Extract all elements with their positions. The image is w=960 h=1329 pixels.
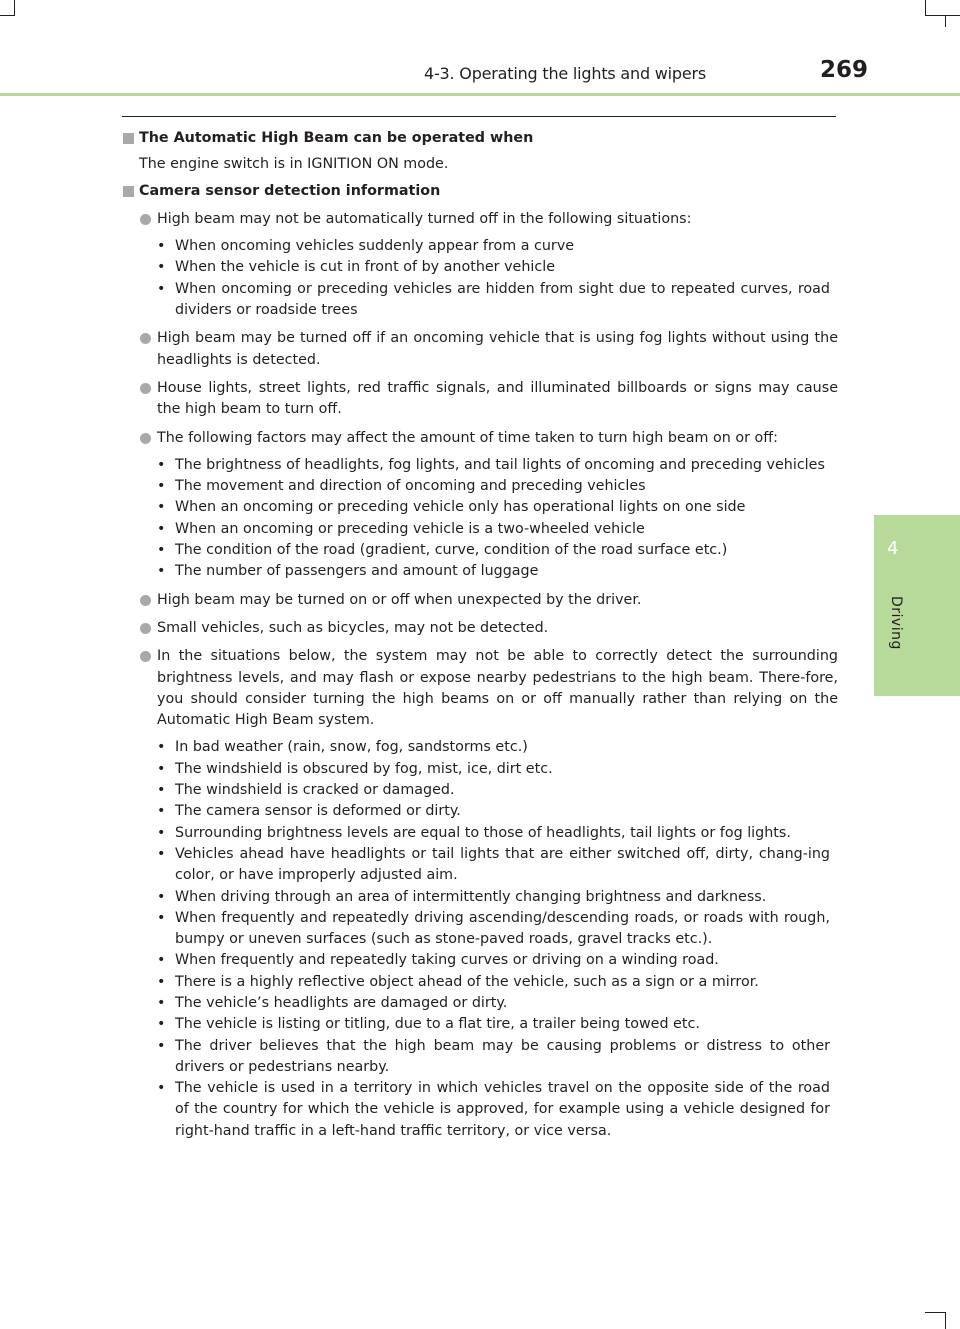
section-heading-text: Camera sensor detection information xyxy=(139,182,441,199)
round-bullet-icon xyxy=(140,214,151,225)
list-item: • The windshield is obscured by fog, mist, ice, dirt etc. xyxy=(175,759,838,780)
list-item: • When an oncoming or preceding vehicle only has operational lights on one side xyxy=(175,497,838,518)
chapter-label: Driving xyxy=(888,596,904,650)
list-item: • The brightness of headlights, fog lights, and tail lights of oncoming and preceding vehicles xyxy=(175,455,838,476)
paragraph-text: The following factors may affect the amount of time taken to turn high beam on or off: xyxy=(157,429,778,446)
list-item: • When frequently and repeatedly taking curves or driving on a winding road. xyxy=(175,950,838,971)
list-item: • Vehicles ahead have headlights or tail lights that are either switched off, dirty, chang-ing color, or have improperly adjusted aim. xyxy=(175,844,838,887)
round-bullet-icon xyxy=(140,383,151,394)
list-item: • In bad weather (rain, snow, fog, sandstorms etc.) xyxy=(175,737,838,758)
list-item: • When an oncoming or preceding vehicle is a two-wheeled vehicle xyxy=(175,519,838,540)
crop-mark-top-right-v xyxy=(925,0,926,16)
crop-mark-top-left-v xyxy=(14,0,15,16)
header-rule xyxy=(0,93,960,96)
round-bullet-icon xyxy=(140,333,151,344)
list-item: • When driving through an area of intermittently changing brightness and darkness. xyxy=(175,887,838,908)
paragraph-text: High beam may not be automatically turned off in the following situations: xyxy=(157,210,692,227)
paragraph-text: High beam may be turned off if an oncoming vehicle that is using fog lights without using the headlights is detected. xyxy=(157,330,838,368)
list-item: • When oncoming or preceding vehicles are hidden from sight due to repeated curves, road dividers or roadside trees xyxy=(175,279,838,322)
bullet-paragraph xyxy=(122,209,838,230)
round-bullet-icon xyxy=(140,651,151,662)
bullet-paragraph xyxy=(122,590,838,611)
bullet-paragraph xyxy=(122,328,838,371)
running-header-title: 4-3. Operating the lights and wipers xyxy=(424,64,707,83)
list-item: • The vehicle is used in a territory in which vehicles travel on the opposite side of the road of the country for which the vehicle is approved, for example using a vehicle designed for right-hand traffic in a left-hand traffic territory, or vice versa. xyxy=(175,1078,838,1142)
section-heading xyxy=(122,181,838,202)
square-bullet-icon xyxy=(123,186,134,197)
paragraph-text: House lights, street lights, red traffic signals, and illuminated billboards or signs may cause the high beam to turn off. xyxy=(157,379,838,418)
list-item: • The movement and direction of oncoming and preceding vehicles xyxy=(175,476,838,497)
round-bullet-icon xyxy=(140,623,151,634)
list-item: • The windshield is cracked or damaged. xyxy=(175,780,838,801)
list-item: • Surrounding brightness levels are equal to those of headlights, tail lights or fog lights. xyxy=(175,823,838,844)
list-item: • The driver believes that the high beam may be causing problems or distress to other drivers or pedestrians nearby. xyxy=(175,1036,838,1079)
bullet-paragraph xyxy=(122,378,838,421)
crop-mark-top-right-h xyxy=(925,15,960,16)
section-heading xyxy=(122,128,838,149)
crop-mark-bottom-right-h xyxy=(925,1312,946,1313)
list-item: • When oncoming vehicles suddenly appear from a curve xyxy=(175,236,838,257)
list-item: • When frequently and repeatedly driving ascending/descending roads, or roads with rough, bumpy or uneven surfaces (such as stone-paved roads, gravel tracks etc.). xyxy=(175,908,838,951)
sub-list xyxy=(122,737,838,1142)
chapter-number: 4 xyxy=(887,538,899,559)
list-item: • The camera sensor is deformed or dirty. xyxy=(175,801,838,822)
paragraph-text: High beam may be turned on or off when unexpected by the driver. xyxy=(157,591,642,608)
section-heading-text: The Automatic High Beam can be operated when xyxy=(139,130,534,146)
paragraph-text: Small vehicles, such as bicycles, may not be detected. xyxy=(157,619,549,636)
round-bullet-icon xyxy=(140,595,151,606)
paragraph-text: In the situations below, the system may not be able to correctly detect the surrounding brightness levels, and may flash or expose nearby pedestrians to the high beam. There-fore, you should consider turning the high beams on or off manually rather than relying on the Automatic High Beam system. xyxy=(157,648,838,729)
bullet-paragraph xyxy=(122,646,838,731)
sub-list xyxy=(122,455,838,583)
content-top-rule xyxy=(122,116,836,117)
list-item: • When the vehicle is cut in front of by another vehicle xyxy=(175,257,838,278)
list-item: • There is a highly reflective object ahead of the vehicle, such as a sign or a mirror. xyxy=(175,972,838,993)
crop-mark-top-left-h xyxy=(0,15,15,16)
page-content xyxy=(122,128,838,1142)
paragraph-list xyxy=(122,209,838,1142)
list-item: • The vehicle’s headlights are damaged or dirty. xyxy=(175,993,838,1014)
list-item: • The condition of the road (gradient, curve, condition of the road surface etc.) xyxy=(175,540,838,561)
crop-mark-bottom-right-v xyxy=(945,1312,946,1329)
sub-list xyxy=(122,236,838,321)
bullet-paragraph xyxy=(122,428,838,449)
crop-mark-top-right-edge xyxy=(945,15,946,27)
bullet-paragraph xyxy=(122,618,838,639)
round-bullet-icon xyxy=(140,433,151,444)
section-body: The engine switch is in IGNITION ON mode. xyxy=(139,156,449,173)
list-item: • The number of passengers and amount of luggage xyxy=(175,561,838,582)
list-item: • The vehicle is listing or titling, due to a flat tire, a trailer being towed etc. xyxy=(175,1014,838,1035)
square-bullet-icon xyxy=(123,133,134,144)
page-number: 269 xyxy=(820,57,869,83)
